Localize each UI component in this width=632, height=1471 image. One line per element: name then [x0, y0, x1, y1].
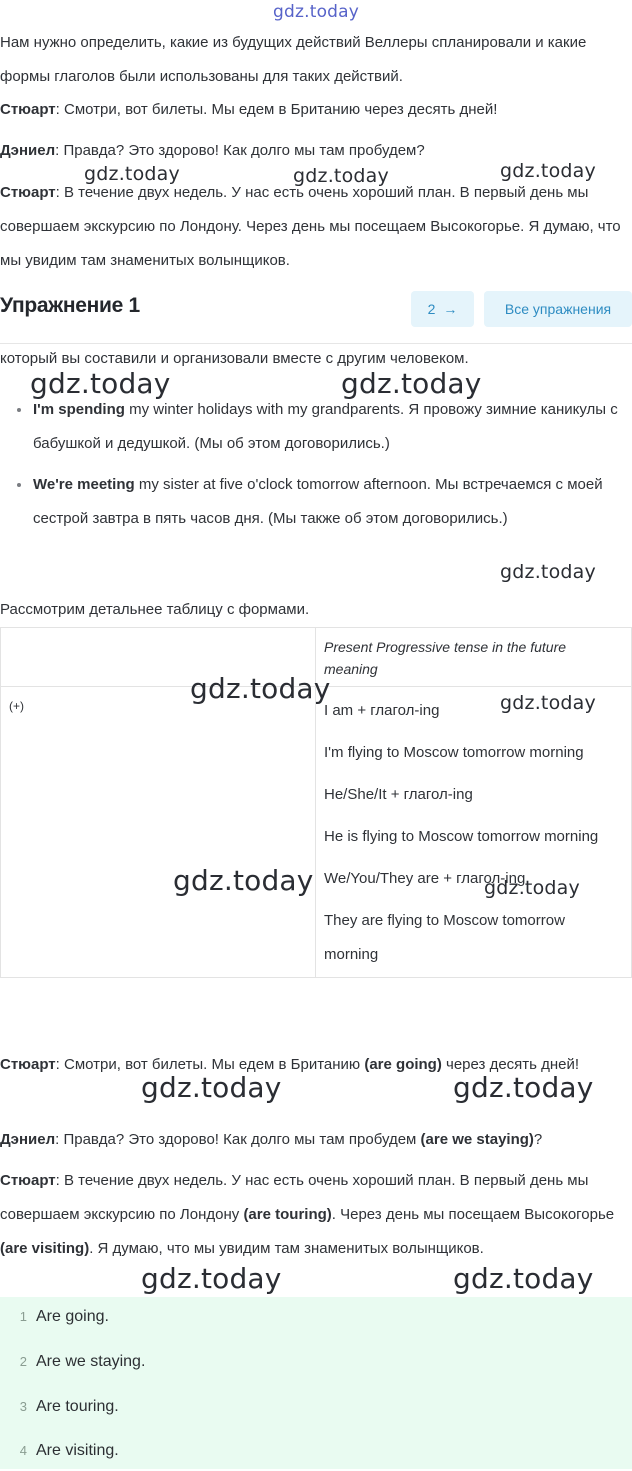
watermark: gdz.today — [453, 1262, 594, 1295]
answer-text: Are we staying. — [36, 1353, 146, 1370]
exercise-title: Упражнение 1 — [0, 294, 140, 317]
table-row — [1, 687, 632, 978]
example-bold: We're meeting — [33, 476, 135, 493]
dialog1-line-1 — [0, 93, 632, 127]
example-text: my winter holidays with my grandparents. Я провожу зимние каникулы с бабушкой и дедушкой. (Мы об этом договорились.) — [33, 401, 618, 452]
list-item — [0, 468, 632, 536]
all-exercises-button[interactable]: Все упражнения — [484, 291, 632, 327]
intro-paragraph: Нам нужно определить, какие из будущих действий Веллеры спланировали и какие формы глаголов были использованы для таких действий. — [0, 34, 587, 85]
dialog-text: ? — [533, 1131, 543, 1148]
plan-text: который вы составили и организовали вместе с другим человеком. — [0, 350, 469, 367]
dialog-text: : В течение двух недель. У нас есть очень хороший план. В первый день мы совершаем экскурсию по Лондону — [0, 1172, 589, 1223]
answer-item — [0, 1387, 119, 1427]
bullet-icon — [17, 483, 21, 487]
answer-inline: (are touring) — [243, 1206, 332, 1223]
row-label: (+) — [1, 687, 316, 978]
dialog2-line-2 — [0, 1123, 632, 1157]
table-cell-forms — [316, 687, 632, 978]
speaker: Стюарт — [0, 1172, 56, 1189]
watermark: gdz.today — [84, 163, 180, 185]
speaker: Дэниел — [0, 1131, 56, 1148]
dialog2-line-3 — [0, 1164, 632, 1266]
form-line: He/She/It + глагол-ing — [324, 786, 473, 803]
dialog-text: : В течение двух недель. У нас есть очень хороший план. В первый день мы совершаем экскурсию по Лондону. Через день мы посещаем Высокогорье. Я думаю, что мы увидим там знаменитых волынщиков. — [0, 184, 621, 269]
watermark: gdz.today — [500, 692, 596, 714]
answer-item — [0, 1297, 109, 1337]
answer-inline: (are we staying) — [420, 1131, 534, 1148]
answer-number: 1 — [19, 1309, 27, 1324]
form-line: They are flying to Moscow tomorrow morning — [324, 912, 565, 963]
watermark: gdz.today — [341, 367, 482, 400]
answer-item — [0, 1342, 145, 1382]
dialog-text: : Смотри, вот билеты. Мы едем в Британию через десять дней! — [55, 101, 498, 118]
answer-inline: (are going) — [364, 1056, 442, 1073]
answer-number: 3 — [19, 1399, 27, 1414]
dialog-text: . Я думаю, что мы увидим там знаменитых волынщиков. — [89, 1240, 484, 1257]
answer-text: Are going. — [36, 1308, 109, 1325]
answer-item — [0, 1431, 119, 1471]
dialog1-line-3 — [0, 176, 632, 278]
watermark: gdz.today — [293, 165, 389, 187]
speaker: Стюарт — [0, 101, 56, 118]
speaker: Дэниел — [0, 142, 56, 159]
watermark: gdz.today — [141, 1262, 282, 1295]
form-line: He is flying to Moscow tomorrow morning — [324, 828, 599, 845]
watermark: gdz.today — [484, 877, 580, 899]
speaker: Стюарт — [0, 1056, 56, 1073]
next-exercise-button[interactable] — [411, 291, 474, 327]
watermark: gdz.today — [173, 864, 314, 897]
watermark: gdz.today — [273, 2, 360, 22]
answer-text: Are visiting. — [36, 1442, 119, 1459]
answer-number: 2 — [19, 1354, 27, 1369]
bullet-icon — [17, 408, 21, 412]
watermark: gdz.today — [141, 1071, 282, 1104]
list-item — [0, 393, 632, 461]
arrow-right-icon: → — [443, 301, 458, 317]
answer-inline: (are visiting) — [0, 1240, 90, 1257]
form-line: I'm flying to Moscow tomorrow morning — [324, 744, 584, 761]
example-bold: I'm spending — [33, 401, 125, 418]
dialog-text: : Правда? Это здорово! Как долго мы там пробудем? — [55, 142, 425, 159]
answer-text: Are touring. — [36, 1398, 119, 1415]
speaker: Стюарт — [0, 184, 56, 201]
watermark: gdz.today — [30, 367, 171, 400]
form-line: I am + глагол-ing — [324, 702, 440, 719]
answer-number: 4 — [19, 1443, 27, 1458]
watermark: gdz.today — [500, 561, 596, 583]
answers-block — [0, 1297, 632, 1469]
table-header: Present Progressive tense in the future meaning — [316, 628, 632, 687]
next-exercise-label: 2 — [427, 301, 436, 317]
examples-list — [0, 393, 632, 543]
example-text: my sister at five o'clock tomorrow afternoon. Мы встречаемся с моей сестрой завтра в пять часов дня. (Мы также об этом договорились.) — [33, 476, 603, 527]
dialog-text: : Смотри, вот билеты. Мы едем в Британию — [55, 1056, 365, 1073]
watermark: gdz.today — [190, 672, 331, 705]
watermark: gdz.today — [500, 160, 596, 182]
watermark: gdz.today — [453, 1071, 594, 1104]
table-intro: Рассмотрим детальнее таблицу с формами. — [0, 601, 310, 618]
form-line: We/You/They are + глагол-ing — [324, 870, 526, 887]
dialog-text: : Правда? Это здорово! Как долго мы там пробудем — [55, 1131, 421, 1148]
dialog-text: через десять дней! — [441, 1056, 580, 1073]
dialog-text: . Через день мы посещаем Высокогорье — [331, 1206, 615, 1223]
